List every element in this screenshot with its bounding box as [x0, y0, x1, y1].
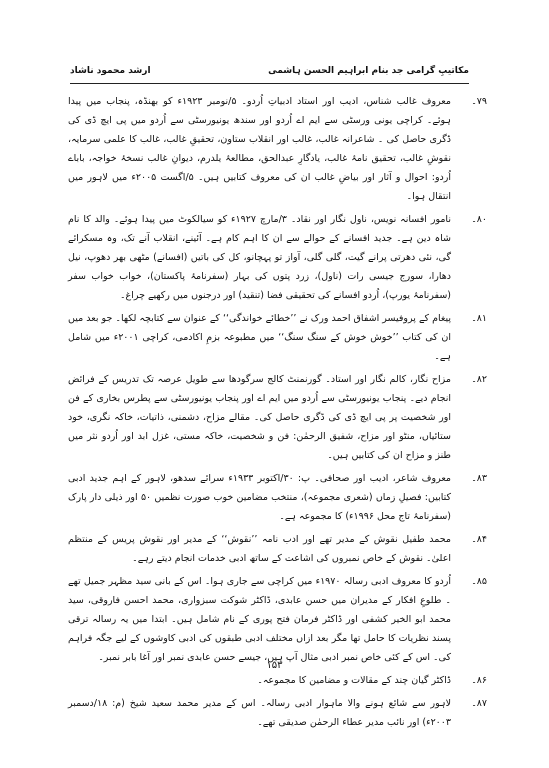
note-text: پیغام کے پروفیسر اشفاق احمد ورک نے ’’خطائے خواندگی‘‘ کے عنوان سے کتابچہ لکھا۔ جو بعد میں ان کی کتاب ’’خوش خوش کے سنگ سنگ‘‘ میں مطبوعہ بزمِ اکادمی، کراچی ۲۰۰۱ء میں شامل ہے۔	[68, 313, 451, 362]
note-text: مزاح نگار، کالم نگار اور استاد۔ گورنمنٹ کالج سرگودھا سے طویل عرصہ تک تدریس کے فرائض انجام دیے۔ پنجاب یونیورسٹی سے اُردو میں ایم اے اور پنجاب یونیورسٹی سے پطرس بخاری کے فن اور شخصیت پر پی ایچ ڈی کی ڈگری حاصل کی۔ مقالے مزاح، دشمنی، ذاتیات، خاکہ نگری، خود ستائیاں، منٹو اور مزاح، شفیق الرحمٰن: فن و شخصیت، خاکہ مستی، غزل ابد اور اُردو نثر میں طنز و مزاح ان کی کتابیں ہیں۔	[68, 374, 451, 461]
note-81	[68, 309, 487, 366]
note-number: ۸۲۔	[471, 374, 487, 385]
running-header	[70, 62, 469, 80]
note-87	[68, 694, 487, 732]
note-text: ڈاکٹر گیان چند کے مقالات و مضامین کا مجموعہ۔	[257, 675, 451, 686]
note-text: لاہور سے شائع ہونے والا ماہوار ادبی رسالہ۔ اس کے مدیر محمد سعید شیخ (م: ۱۸/دسمبر ۲۰۰۳ء) اور نائب مدیر عطاء الرحمٰن صدیقی تھے۔	[68, 698, 451, 728]
note-number: ۸۶۔	[471, 675, 487, 686]
note-number: ۷۹۔	[471, 96, 487, 107]
header-title: مکاتیبِ گرامی جد بنام ابراہیم الحسن ہاشمی	[268, 66, 469, 76]
note-79	[68, 92, 487, 206]
note-number: ۸۵۔	[471, 576, 487, 587]
note-number: ۸۰۔	[471, 214, 487, 225]
note-number: ۸۷۔	[471, 698, 487, 709]
note-text: معروف غالب شناس، ادیب اور استاد ادبیاتِ اُردو۔ ۵/نومبر ۱۹۲۳ء کو بھنڈہ، پنجاب میں پیدا ہوئے۔ کراچی یونی ورسٹی سے ایم اے اُردو اور سندھ یونیورسٹی سے اُردو میں پی ایچ ڈی کی ڈگری حاصل کی ۔ شاعرانہ غالب، غالب اور انقلاب ستاون، تحقیقِ غالب، غالب کا علمی سرمایہ، نقوشِ غالب، تحقیق نامۂ غالب، یادگارِ عبدالحق، مطالعۂ یلدرم، دیوانِ غالب نسخۂ خواجہ، باباے اُردو: احوال و آثار اور بیاضِ غالب ان کی معروف کتابیں ہیں۔ ۵/اگست ۲۰۰۵ء میں لاہور میں انتقال ہوا۔	[68, 96, 451, 202]
note-number: ۸۳۔	[471, 473, 487, 484]
note-85	[68, 572, 487, 667]
note-text: محمد طفیل نقوش کے مدیر تھے اور ادب نامہ ’’نقوش‘‘ کے مدیر اور نقوش پریس کے منتظم اعلیٰ۔ نقوش کے خاص نمبروں کی اشاعت کے ساتھ ادبی خدمات انجام دیتے رہے۔	[68, 534, 451, 564]
note-number: ۸۴۔	[471, 534, 487, 545]
note-text: معروف شاعر، ادیب اور صحافی۔ پ: ۳۰/اکتوبر ۱۹۳۳ء سرائے سدھو، لاہور کے اہم جدید ادبی کتابیں: فصیلِ زماں (شعری مجموعہ)، منتخب مضامین خوب صورت نظمیں ۵۰ اور ذیلی دار پارک (سفرنامۂ تاج محل ۱۹۹۶ء) کا مجموعہ ہے۔	[68, 473, 452, 522]
note-text: اُردو کا معروف ادبی رسالہ ۱۹۷۰ء میں کراچی سے جاری ہوا۔ اس کے بانی سید مظہر جمیل تھے ۔ طلوعِ افکار کے مدیران میں حسن عابدی، ڈاکٹر شوکت سبزواری، محمد احسن فاروقی، سید محمد ابو الخیر کشفی اور ڈاکٹر فرمان فتح پوری کے نام شامل ہیں۔ ابتدا میں یہ رسالہ ترقی پسند نظریات کا حامل تھا مگر بعد ازاں مختلف ادبی طبقوں کی ادبی کاوشوں کے لیے جگہ فراہم کی۔ اس کے کئی خاص نمبر ادبی مثال آپ ہیں، جیسے حسن عابدی نمبر اور آغا بابر نمبر۔	[68, 576, 451, 663]
header-author: ارشد محمود ناشاد	[70, 66, 151, 76]
page-number: ۱۵۳	[266, 660, 283, 671]
note-83	[68, 469, 487, 526]
note-number: ۸۱۔	[471, 313, 487, 324]
note-text: نامور افسانہ نویس، ناول نگار اور نقاد۔ ۳/مارچ ۱۹۲۷ء کو سیالکوٹ میں پیدا ہوئے۔ والد کا نام شاہ دین ہے۔ جدید افسانے کے حوالے سے ان کا اہم کام ہے۔ آئینے، انقلاب آنے تک، وہ مسکرائے گی، نئی دھرتی پرانے گیت، گلی گلی، آواز تو پہچانو، کل کی باتیں (افسانے) مٹھی بھر دھوپ، نیل دھارا، سورج جیسی رات (ناول)، زرد پتوں کی بہار (سفرنامۂ پاکستان)، خواب خواب سفر (سفرنامۂ یورپ)، اُردو افسانے کی تحقیقی فضا (تنقید) اور درجنوں میں رکھیے چراغ۔	[68, 214, 451, 301]
note-84	[68, 530, 487, 568]
header-divider	[70, 83, 469, 84]
note-80	[68, 210, 487, 305]
note-86	[68, 671, 487, 690]
notes-body	[68, 92, 487, 736]
note-82	[68, 370, 487, 465]
